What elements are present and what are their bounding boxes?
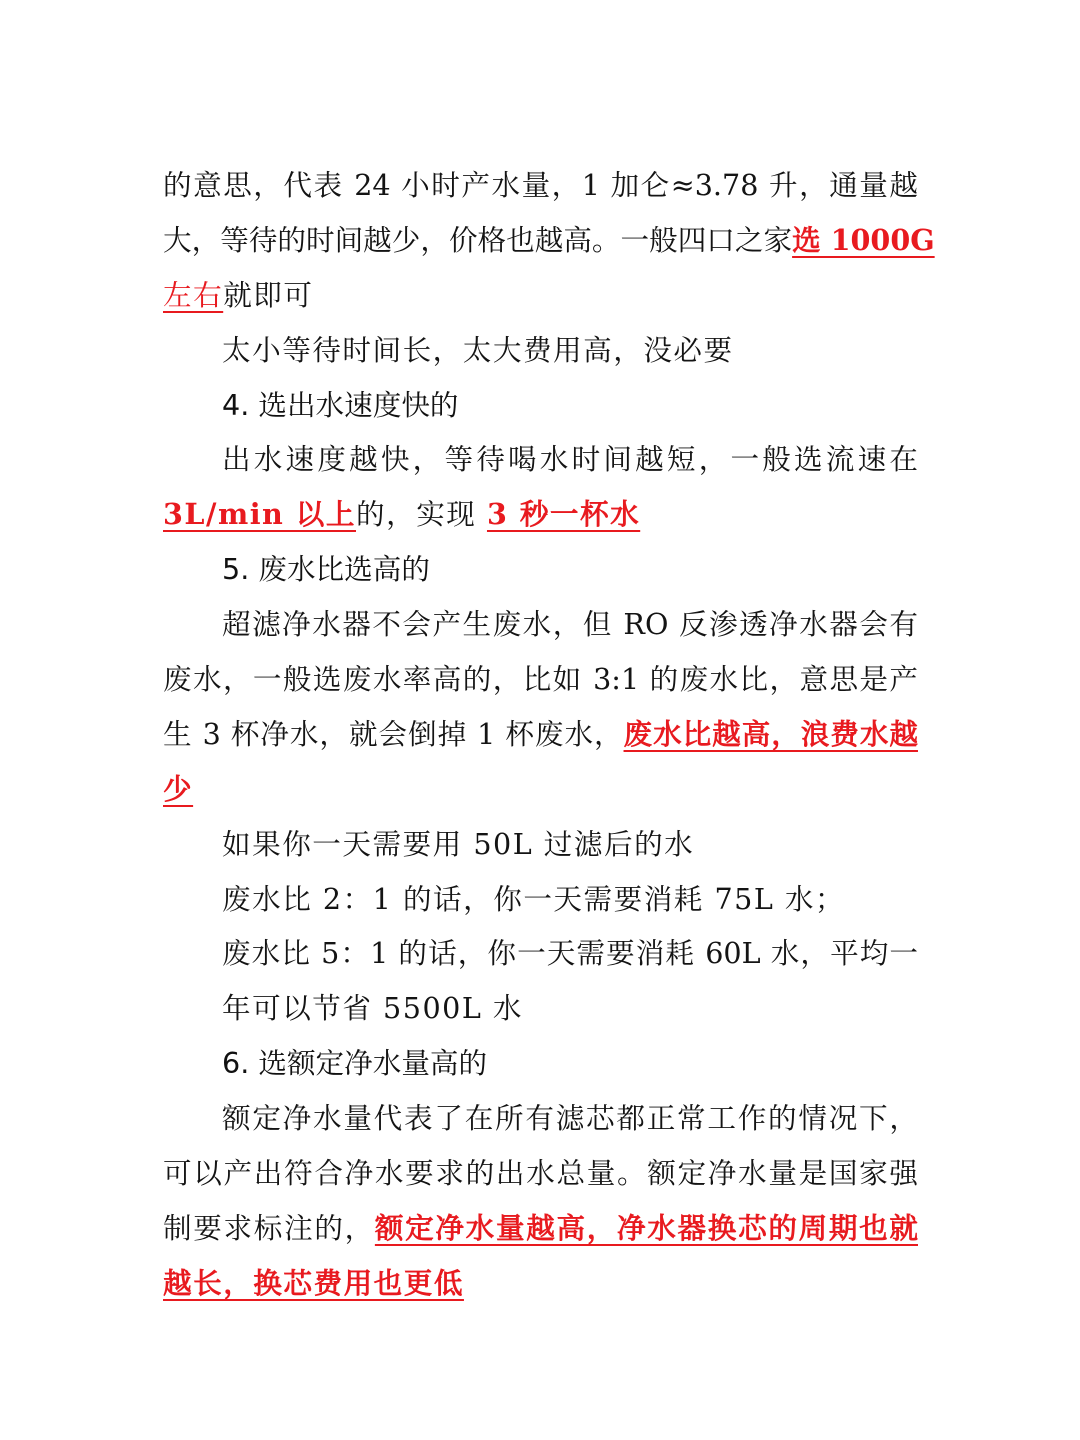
paragraph-line: [163, 762, 918, 817]
body-text: 超滤净水器不会产生废水，但 RO 反渗透净水器会有: [222, 607, 918, 642]
paragraph-line: [163, 1256, 918, 1311]
body-text: 额定净水量代表了在所有滤芯都正常工作的情况下，: [222, 1101, 918, 1136]
body-text: 大，等待的时间越少，价格也越高。一般四口之家: [163, 222, 793, 257]
body-text: 废水比 5：1 的话，你一天需要消耗 60L 水，平均一: [222, 936, 918, 971]
body-text: 就即可: [223, 277, 314, 312]
paragraph-line: [163, 597, 918, 652]
section-heading: [163, 378, 918, 433]
heading-text: 4. 选出水速度快的: [222, 387, 459, 422]
emphasis-text: 少: [163, 771, 194, 806]
body-text: 出水速度越快，等待喝水时间越短，一般选流速在: [222, 442, 918, 477]
paragraph-line: [163, 707, 918, 762]
body-text: 如果你一天需要用 50L 过滤后的水: [222, 826, 695, 861]
emphasis-text: 3 秒一杯水: [486, 497, 641, 532]
emphasis-text: 废水比越高，浪费水越: [623, 716, 918, 751]
paragraph-line: [163, 1146, 918, 1201]
example-line: [163, 926, 918, 981]
emphasis-text: 选 1000G: [792, 222, 935, 257]
body-text: 的意思，代表 24 小时产水量，1 加仑≈3.78 升，通量越: [163, 168, 918, 202]
article-body: [163, 158, 935, 1311]
paragraph-line: [163, 323, 918, 378]
paragraph-line: [163, 1201, 918, 1256]
emphasis-text: 3L/min 以上: [163, 497, 356, 532]
heading-text: 6. 选额定净水量高的: [222, 1046, 488, 1081]
paragraph-line: [163, 1091, 918, 1146]
paragraph-line: [163, 487, 918, 542]
paragraph-line: [163, 652, 918, 707]
paragraph-line: [163, 158, 918, 213]
emphasis-text: 左右: [163, 277, 224, 312]
example-line: [163, 981, 918, 1036]
example-line: [163, 817, 918, 872]
body-text: 可以产出符合净水要求的出水总量。额定净水量是国家强: [163, 1156, 918, 1191]
paragraph-line: [163, 432, 918, 487]
emphasis-text: 越长，换芯费用也更低: [163, 1265, 464, 1300]
body-text: 生 3 杯净水，就会倒掉 1 杯废水，: [163, 716, 624, 751]
body-text: 制要求标注的，: [163, 1210, 375, 1245]
section-heading: [163, 1036, 918, 1091]
body-text: 年可以节省 5500L 水: [222, 991, 523, 1026]
body-text: 的，实现: [356, 497, 487, 532]
body-text: 废水，一般选废水率高的，比如 3:1 的废水比，意思是产: [163, 662, 918, 697]
example-line: [163, 872, 918, 927]
paragraph-line: [163, 213, 935, 268]
body-text: 太小等待时间长，太大费用高，没必要: [222, 332, 734, 367]
paragraph-line: [163, 268, 918, 323]
emphasis-text: 额定净水量越高，净水器换芯的周期也就: [374, 1210, 918, 1245]
section-heading: [163, 542, 918, 597]
body-text: 废水比 2：1 的话，你一天需要消耗 75L 水；: [222, 881, 846, 916]
heading-text: 5. 废水比选高的: [222, 552, 430, 587]
